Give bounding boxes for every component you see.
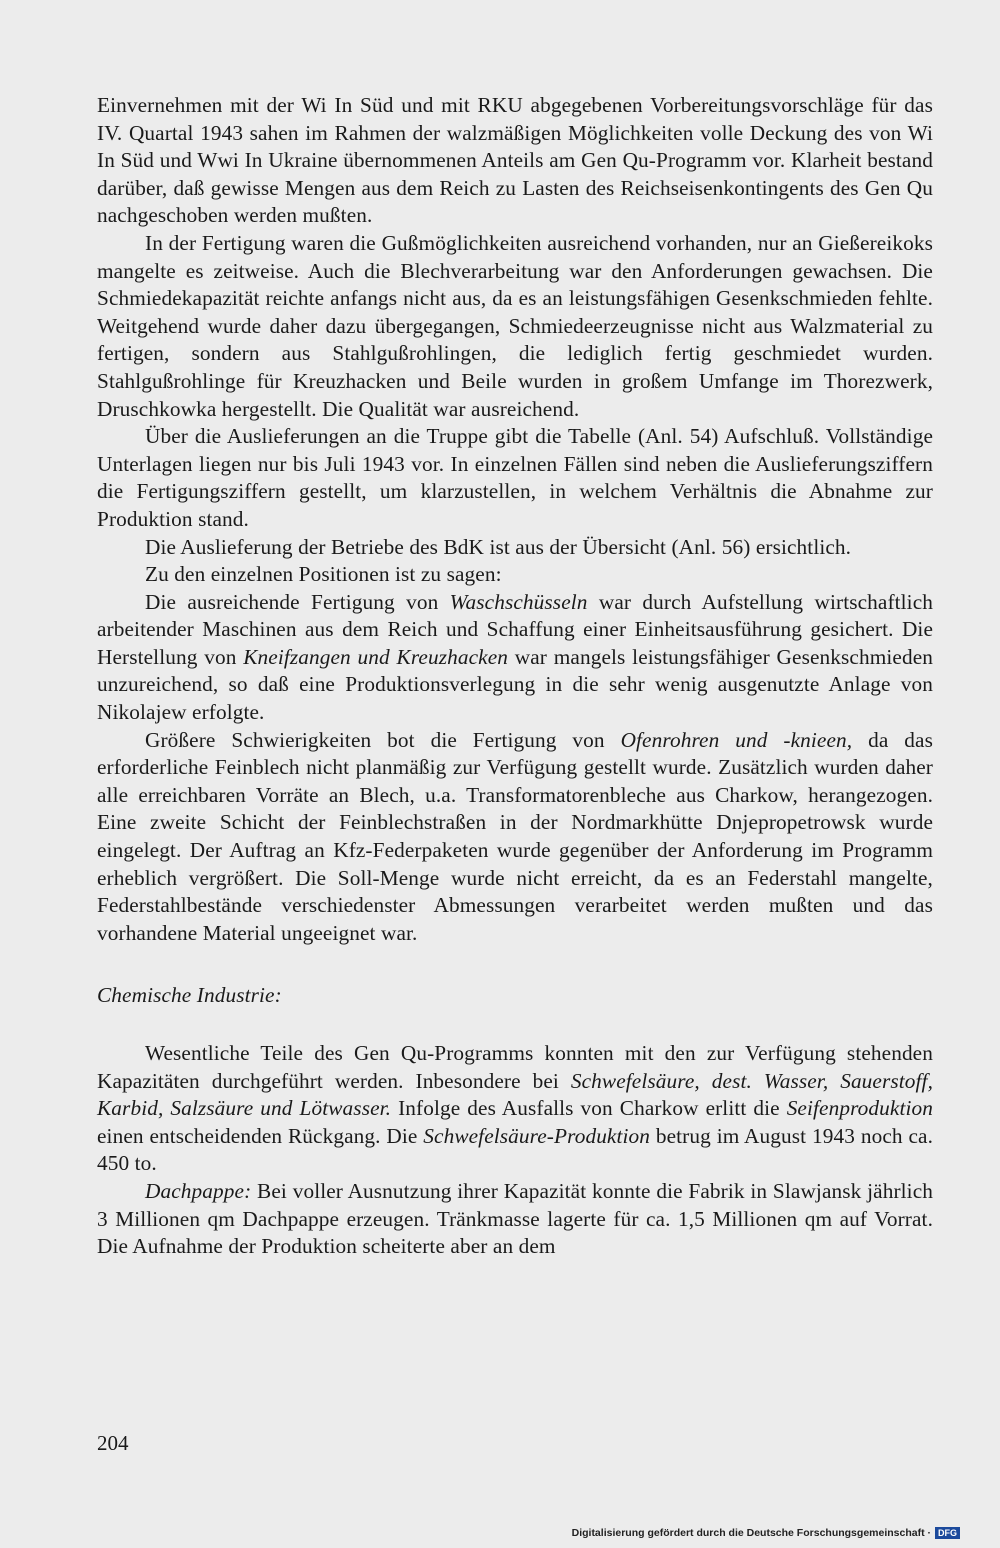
- section-heading: Chemische Industrie:: [97, 983, 282, 1008]
- italic-term: Schwefelsäure, dest. Wasser, Sauerstoff, Karbid, Salzsäure und Lötwasser.: [97, 1068, 933, 1121]
- paragraph-7: [97, 727, 933, 948]
- dfg-logo-icon: DFG: [935, 1527, 960, 1539]
- italic-term: Waschschüsseln: [449, 589, 588, 614]
- text-run: Wesentliche Teile des Gen Qu-Programms konnten mit den zur Verfügung stehenden Kapazitäten durchgeführt werden. Inbesondere bei: [97, 1041, 933, 1093]
- text-run: da das erforderliche Feinblech nicht planmäßig zur Verfügung gestellt wurde. Zusätzlich wurden daher alle erreichbaren Vorräte an Blech, u.a. Transformatorenbleche aus Charkow, herangezogen. Eine zweite Schicht der Feinblechstraßen in der Nordmarkhütte Dnjepropetrowsk wurde eingelegt. Der Auftrag an Kfz-Federpaketen wurde gegenüber der Anforderung im Programm erheblich vergrößert. Die Soll-Menge wurde nicht erreicht, da es an Federstahl mangelte, Federstahlbestände verschiedenster Abmessungen verarbeitet werden mußten und das vorhandene Material ungeeignet war.: [97, 727, 933, 945]
- text-run: Größere Schwierigkeiten bot die Fertigung von: [145, 727, 621, 752]
- paragraph-3: Über die Auslieferungen an die Truppe gibt die Tabelle (Anl. 54) Aufschluß. Vollständige Unterlagen liegen nur bis Juli 1943 vor. In einzelnen Fällen sind neben die Auslieferungsziffern die Fertigungsziffern gestellt, um klarzustellen, in welchem Verhältnis die Abnahme zur Produktion stand.: [97, 424, 933, 531]
- text-run: einen entscheidenden Rückgang. Die: [97, 1123, 424, 1148]
- text-run: betrug im August 1943 noch ca. 450 to.: [97, 1123, 933, 1176]
- paragraph-1: Einvernehmen mit der Wi In Süd und mit RKU abgegebenen Vorbereitungsvorschläge für das IV. Quartal 1943 sahen im Rahmen der walzmäßigen Möglichkeiten volle Deckung des von Wi In Süd und Wwi In Ukraine übernommenen Anteils am Gen Qu-Programm vor. Klarheit bestand darüber, daß gewisse Mengen aus dem Reich zu Lasten des Reichseisenkontingents des Gen Qu nachgeschoben werden mußten.: [97, 93, 933, 228]
- paragraph-4: Die Auslieferung der Betriebe des BdK ist aus der Übersicht (Anl. 56) ersichtlich.: [145, 534, 852, 559]
- italic-term: Dachpappe:: [145, 1178, 252, 1203]
- text-run: war mangels leistungsfähiger Gesenkschmieden unzureichend, so daß eine Produktionsverlegung in die sehr wenig ausgenutzte Anlage von Nikolajew erfolgte.: [97, 644, 933, 725]
- paragraph-9: [97, 1178, 933, 1261]
- italic-term: Ofenrohren und -knieen,: [620, 727, 853, 752]
- page-number: 204: [97, 1431, 129, 1455]
- paragraph-2: In der Fertigung waren die Gußmöglichkeiten ausreichend vorhanden, nur an Gießereikoks mangelte es zeitweise. Auch die Blechverarbeitung war den Anforderungen gewachsen. Die Schmiedekapazität reichte anfangs nicht aus, da es an leistungsfähigen Gesenkschmieden fehlte. Weitgehend wurde daher dazu übergegangen, Schmiedeerzeugnisse nicht aus Walzmaterial zu fertigen, sondern aus Stahlgußrohlingen, die lediglich fertig geschmiedet wurden. Stahlgußrohlinge für Kreuzhacken und Beile wurden in großem Umfange im Thorezwerk, Druschkowka hergestellt. Die Qualität war ausreichend.: [97, 230, 933, 421]
- footer-text: Digitalisierung gefördert durch die Deutsche Forschungsgemeinschaft ·: [571, 1527, 931, 1539]
- dfg-footer: [572, 1527, 960, 1539]
- paragraph-5: Zu den einzelnen Positionen ist zu sagen:: [145, 562, 502, 587]
- body-text: [97, 92, 933, 1261]
- text-run: war durch Aufstellung wirtschaftlich arbeitender Maschinen aus dem Reich und Schaffung einer Einheitsausführung gesichert. Die Herstellung von: [97, 589, 933, 669]
- paragraph-6: [97, 589, 933, 727]
- paragraph-8: [97, 1040, 933, 1178]
- italic-term: Seifenproduktion: [786, 1096, 933, 1121]
- italic-term: Schwefelsäure-Produktion: [423, 1123, 651, 1148]
- italic-term: Kneifzangen und Kreuzhacken: [243, 644, 509, 669]
- text-run: Bei voller Ausnutzung ihrer Kapazität konnte die Fabrik in Slawjansk jährlich 3 Millionen qm Dachpappe erzeugen. Tränkmasse lagerte für ca. 1,5 Millionen qm auf Vorrat. Die Aufnahme der Produktion scheiterte aber an dem: [97, 1178, 933, 1259]
- text-run: Die ausreichende Fertigung von: [145, 589, 450, 614]
- text-run: Infolge des Ausfalls von Charkow erlitt die: [391, 1096, 787, 1121]
